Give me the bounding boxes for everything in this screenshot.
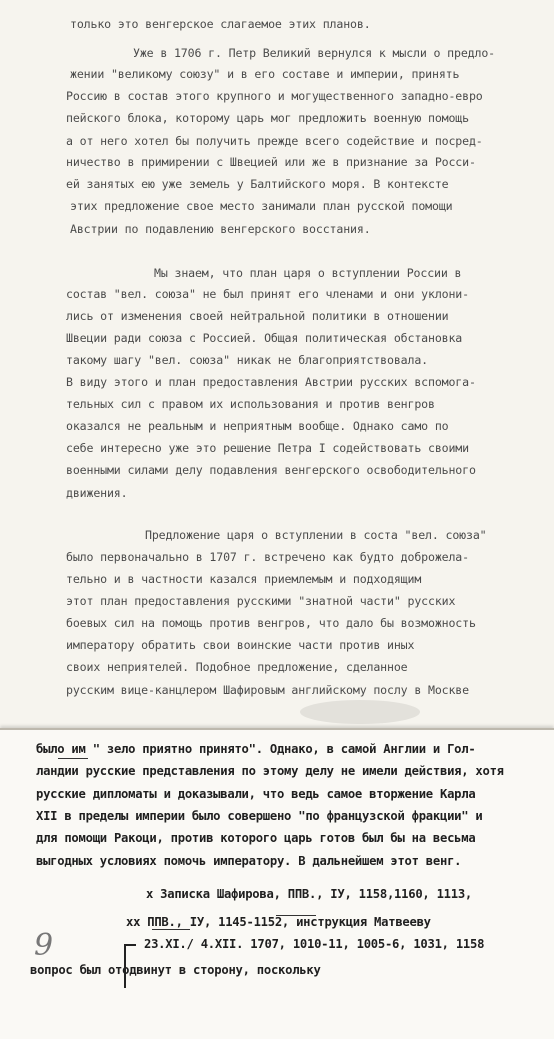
margin-number-mark: 9 (34, 928, 54, 963)
typed-line: своих неприятелей. Подобное предложение, сделанное (66, 660, 408, 674)
footnote-bracket (124, 944, 136, 988)
typed-line: боевых сил на помощь против венгров, что дало бы возможность (66, 616, 476, 630)
typed-line: оказался не реальным и неприятным вообще. Однако само по (66, 419, 449, 433)
typed-line: тельно и в частности казался приемлемым и подходящим (66, 572, 422, 586)
typed-line: императору обратить свои воинские части против иных (66, 638, 415, 652)
typed-line: В виду этого и план предоставления Австрии русских вспомога- (66, 375, 476, 389)
footnote-line: x Записка Шафирова, ППВ., IУ, 1158,1160, 1113, (146, 887, 473, 901)
typed-line: ландии русские представления по этому делу не имели действия, хотя (36, 764, 504, 778)
footnote-line: 23.XI./ 4.XII. 1707, 1010-11, 1005-6, 1031, 1158 (144, 937, 485, 951)
typed-line: Австрии по подавлению венгерского восстания. (70, 222, 371, 236)
typed-line: пейского блока, которому царь мог предложить военную помощь (66, 111, 469, 125)
typed-line: Швеции ради союза с Россией. Общая политическая обстановка (66, 331, 463, 345)
typed-line: этот план предоставления русскими "знатной части" русских (66, 594, 456, 608)
typed-line: такому шагу "вел. союза" никак не благоприятствовала. (66, 353, 428, 367)
typed-line: Россию в состав этого крупного и могущественного западно-евро (66, 89, 483, 103)
typed-line: для помощи Ракоци, против которого царь готов был бы на весьма (36, 831, 476, 845)
typed-line: XII в пределы империи было совершено "по французской фракции" и (36, 809, 483, 823)
typed-line: движения. (66, 486, 128, 500)
typed-line: ничество в примирении с Швецией или же в признание за Росси- (66, 155, 476, 169)
typed-line: выгодных условиях помочь императору. В дальнейшем этот венг. (36, 854, 462, 868)
typed-line: было им " зело приятно принято". Однако, в самой Англии и Гол- (36, 742, 476, 756)
lower-typescript-sheet (0, 728, 554, 1039)
typed-line: состав "вел. союза" не был принят его членами и они уклони- (66, 287, 469, 301)
typed-line: военными силами делу подавления венгерского освободительного (66, 463, 476, 477)
typed-line: Мы знаем, что план царя о вступлении России в (154, 266, 462, 280)
pencil-underline (152, 929, 190, 930)
typed-line: а от него хотел бы получить прежде всего содействие и посред- (66, 134, 483, 148)
typed-line: тельных сил с правом их использования и против венгров (66, 397, 435, 411)
typed-line: Уже в 1706 г. Петр Великий вернулся к мысли о предло- (133, 46, 495, 60)
typed-line: лись от изменения своей нейтральной политики в отношении (66, 309, 449, 323)
typed-line: только это венгерское слагаемое этих планов. (70, 17, 371, 31)
pencil-underline (276, 915, 316, 916)
typed-line: русским вице-канцлером Шафировым английскому послу в Москве (66, 683, 469, 697)
typed-line: Предложение царя о вступлении в соста "вел. союза" (145, 528, 487, 542)
paper-smudge (300, 700, 420, 724)
typed-line: себе интересно уже это решение Петра I содействовать своими (66, 441, 469, 455)
typed-line: этих предложение свое место занимали план русской помощи (70, 199, 453, 213)
typed-line: русские дипломаты и доказывали, что ведь самое вторжение Карла (36, 787, 476, 801)
pencil-underline (58, 758, 88, 759)
typed-line: жении "великому союзу" и в его составе и империи, принять (70, 67, 460, 81)
typed-line: ей занятых ею уже земель у Балтийского моря. В контексте (66, 177, 449, 191)
typed-line: вопрос был отодвинут в сторону, поскольку (30, 963, 321, 977)
typed-line: было первоначально в 1707 г. встречено как будто доброжела- (66, 550, 469, 564)
footnote-line: xx ППВ., IУ, 1145-1152, инструкция Матвееву (126, 915, 431, 929)
